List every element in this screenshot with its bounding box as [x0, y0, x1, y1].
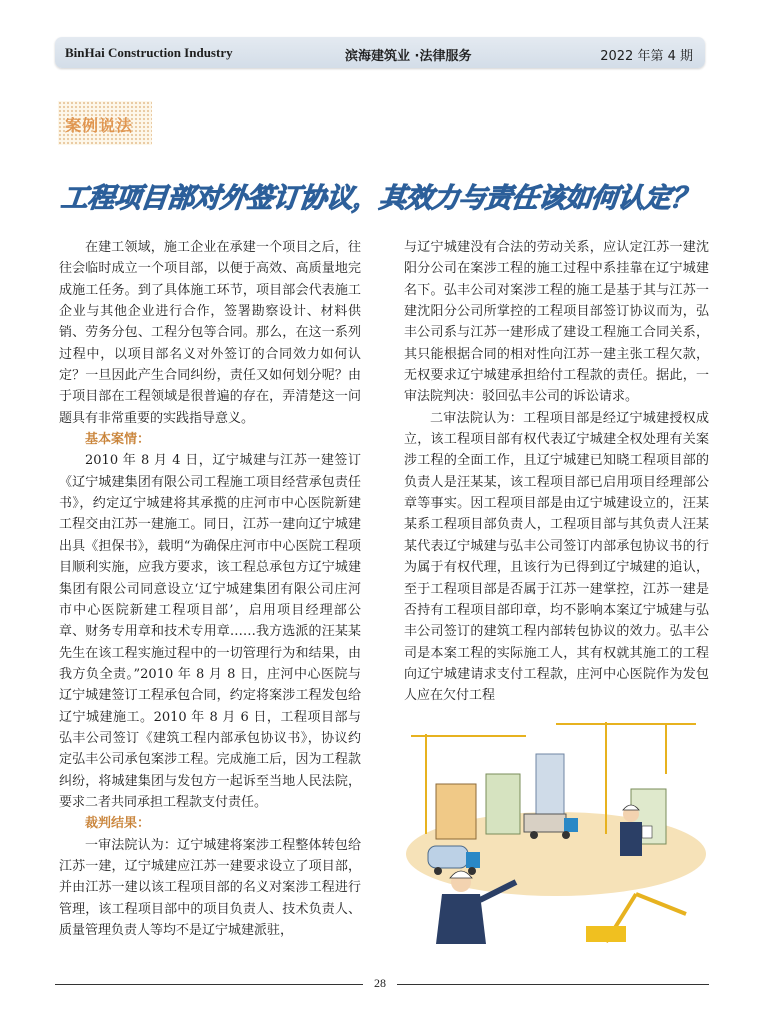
construction-illustration [406, 714, 709, 944]
page-number: 28 [374, 976, 386, 990]
first-instance-continued: 与辽宁城建没有合法的劳动关系，应认定江苏一建沈阳分公司在案涉工程的施工过程中系挂靠在辽宁城建名下。弘丰公司对案涉工程的施工是基于其与江苏一建沈阳分公司所掌控的工程项目部签订协议而为，弘丰公司系与江苏一建形成了建设工程施工合同关系，其只能根据合同的相对性向江苏一建主张工程欠款，无权要求辽宁城建承担给付工程款的责任。据此，一审法院判决：驳回弘丰公司的诉讼请求。 [404, 240, 709, 405]
article-title: 工程项目部对外签订协议，其效力与责任该如何认定？ [59, 183, 699, 214]
excavator-body-icon [586, 926, 626, 942]
issue-number: 2022 年第 4 期 [600, 49, 693, 64]
left-column [59, 237, 361, 941]
second-instance-paragraph: 二审法院认为：工程项目部是经辽宁城建授权成立，该工程项目部有权代表辽宁城建全权处理有关案涉工程的全面工作，且辽宁城建已知晓工程项目部的负责人是汪某某，该工程项目部已启用项目经理部公章等事实。因工程项目部是由辽宁城建设立的，汪某某系工程项目部负责人，工程项目部与其负责人汪某某代表辽宁城建与弘丰公司签订内部承包协议书的行为属于有权代理，且该行为已得到辽宁城建的追认，至于工程项目部是否属于江苏一建掌控，江苏一建是否持有工程项目部印章，均不影响本案辽宁城建与弘丰公司签订的建筑工程内部转包协议的效力。弘丰公司是本案工程的实际施工人，其有权就其施工的工程向辽宁城建请求支付工程款，庄河中心医院作为发包人应在欠付工程 [404, 410, 709, 704]
judgment-heading: 裁判结果： [85, 816, 151, 832]
intro-paragraph: 在建工领域，施工企业在承建一个项目之后，往往会临时成立一个项目部，以便于高效、高质量地完成施工任务。到了具体施工环节，项目部会代表施工企业与其他企业进行合作，签署勘察设计、材料供销、劳务分包、工程分包等合同。那么，在这一系列过程中，以项目部名义对外签订的合同效力如何认定？一旦因此产生合同纠纷，责任又如何划分呢？由于项目部在工程领域是很普遍的存在，弄清楚这一问题具有非常重要的实践指导意义。 [59, 240, 361, 426]
right-column [404, 237, 709, 707]
case-facts-heading: 基本案情： [85, 432, 151, 448]
page-header [55, 37, 705, 68]
first-instance-paragraph: 一审法院认为：辽宁城建将案涉工程整体转包给江苏一建，辽宁城建应江苏一建要求设立了项目部，并由江苏一建以该工程项目部的名义对案涉工程进行管理，该工程项目部中的项目负责人、技术负责人、质量管理负责人等均不是辽宁城建派驻， [59, 837, 361, 938]
journal-section: 滨海建筑业 ·法律服务 [345, 49, 472, 64]
journal-name-en: BinHai Construction Industry [65, 45, 233, 60]
footer-rule-right [397, 984, 709, 985]
case-facts-paragraph: 2010 年 8 月 4 日，辽宁城建与江苏一建签订《辽宁城建集团有限公司工程施工项目经营承包责任书》，约定辽宁城建将其承揽的庄河市中心医院新建工程交由江苏一建施工。同日，江苏一建向辽宁城建出具《担保书》，载明“为确保庄河市中心医院工程项目顺利实施，应我方要求，该工程总承包方辽宁城建集团有限公司同意设立‘辽宁城建集团有限公司庄河市中心医院新建工程项目部’，启用项目经理部公章、财务专用章和技术专用章……我方选派的汪某某先生在该工程实施过程中的一切管理行为和结果，由我方负全责。”2010 年 8 月 8 日，庄河中心医院与辽宁城建签订工程承包合同，约定将案涉工程发包给辽宁城建施工。2010 年 8 月 6 日，工程项目部与弘丰公司签订《建筑工程内部承包协议书》，协议约定弘丰公司承包案涉工程。完成施工后，因为工程款纠纷，将城建集团与发包方一起诉至当地人民法院，要求二者共同承担工程款支付责任。 [59, 453, 361, 810]
footer-rule-left [55, 984, 363, 985]
section-tag [58, 101, 152, 145]
section-label: 案例说法 [65, 116, 134, 135]
